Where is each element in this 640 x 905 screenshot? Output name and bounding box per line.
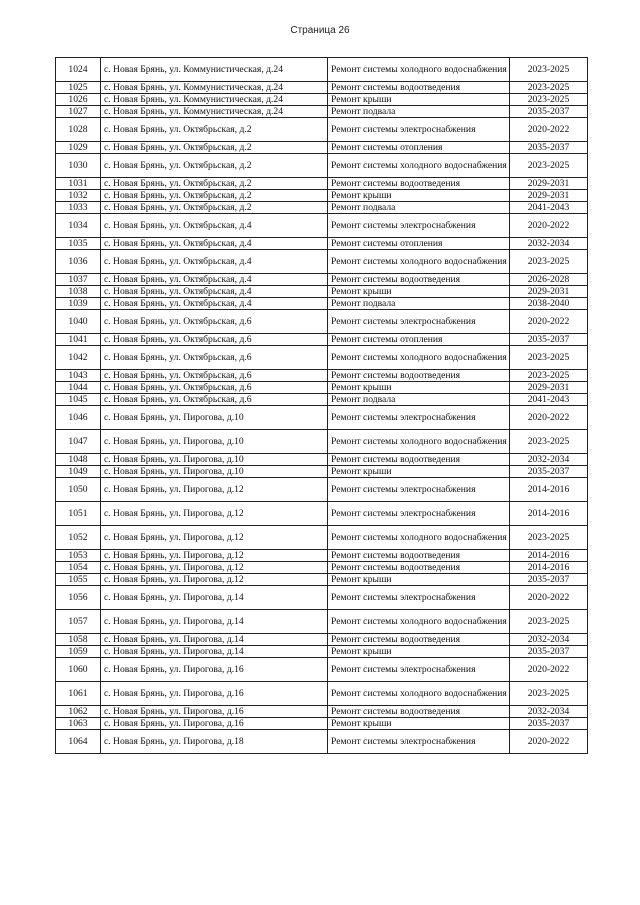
page-header: Страница 26 — [290, 25, 350, 36]
table-row — [56, 346, 588, 370]
row-number: 1060 — [56, 658, 101, 682]
table-row — [56, 550, 588, 562]
row-address: с. Новая Брянь, ул. Пирогова, д.10 — [101, 454, 328, 466]
row-period: 2035-2037 — [510, 718, 588, 730]
row-work-type: Ремонт системы водоотведения — [328, 454, 510, 466]
row-work-type: Ремонт подвала — [328, 394, 510, 406]
row-work-type: Ремонт системы водоотведения — [328, 370, 510, 382]
row-work-type: Ремонт системы холодного водоснабжения — [328, 682, 510, 706]
row-address: с. Новая Брянь, ул. Коммунистическая, д.24 — [101, 58, 328, 82]
row-work-type: Ремонт крыши — [328, 466, 510, 478]
table-row — [56, 502, 588, 526]
row-work-type: Ремонт подвала — [328, 298, 510, 310]
row-work-type: Ремонт системы водоотведения — [328, 634, 510, 646]
row-address: с. Новая Брянь, ул. Октябрьская, д.4 — [101, 298, 328, 310]
row-work-type: Ремонт системы электроснабжения — [328, 118, 510, 142]
row-number: 1046 — [56, 406, 101, 430]
table-row — [56, 478, 588, 502]
table-row — [56, 202, 588, 214]
row-number: 1044 — [56, 382, 101, 394]
row-address: с. Новая Брянь, ул. Пирогова, д.10 — [101, 466, 328, 478]
row-address: с. Новая Брянь, ул. Пирогова, д.12 — [101, 502, 328, 526]
row-number: 1055 — [56, 574, 101, 586]
row-number: 1052 — [56, 526, 101, 550]
row-period: 2020-2022 — [510, 310, 588, 334]
row-number: 1058 — [56, 634, 101, 646]
table-row — [56, 406, 588, 430]
row-period: 2029-2031 — [510, 190, 588, 202]
row-address: с. Новая Брянь, ул. Пирогова, д.10 — [101, 406, 328, 430]
table-row — [56, 298, 588, 310]
row-work-type: Ремонт системы электроснабжения — [328, 502, 510, 526]
table-row — [56, 214, 588, 238]
row-address: с. Новая Брянь, ул. Октябрьская, д.6 — [101, 370, 328, 382]
row-work-type: Ремонт крыши — [328, 382, 510, 394]
row-number: 1059 — [56, 646, 101, 658]
row-work-type: Ремонт системы водоотведения — [328, 274, 510, 286]
row-period: 2023-2025 — [510, 610, 588, 634]
row-address: с. Новая Брянь, ул. Октябрьская, д.2 — [101, 154, 328, 178]
row-work-type: Ремонт крыши — [328, 718, 510, 730]
row-number: 1054 — [56, 562, 101, 574]
row-address: с. Новая Брянь, ул. Октябрьская, д.2 — [101, 190, 328, 202]
row-number: 1025 — [56, 82, 101, 94]
row-number: 1033 — [56, 202, 101, 214]
row-work-type: Ремонт системы холодного водоснабжения — [328, 346, 510, 370]
table-row — [56, 370, 588, 382]
row-address: с. Новая Брянь, ул. Пирогова, д.16 — [101, 706, 328, 718]
table-row — [56, 454, 588, 466]
row-address: с. Новая Брянь, ул. Пирогова, д.14 — [101, 610, 328, 634]
row-work-type: Ремонт системы водоотведения — [328, 562, 510, 574]
row-period: 2032-2034 — [510, 454, 588, 466]
row-period: 2014-2016 — [510, 502, 588, 526]
table-row — [56, 430, 588, 454]
table-row — [56, 394, 588, 406]
row-period: 2035-2037 — [510, 574, 588, 586]
row-number: 1031 — [56, 178, 101, 190]
table-row — [56, 190, 588, 202]
table-row — [56, 106, 588, 118]
table-row — [56, 730, 588, 754]
row-period: 2020-2022 — [510, 406, 588, 430]
row-number: 1040 — [56, 310, 101, 334]
row-period: 2041-2043 — [510, 202, 588, 214]
row-address: с. Новая Брянь, ул. Пирогова, д.14 — [101, 646, 328, 658]
row-number: 1030 — [56, 154, 101, 178]
row-work-type: Ремонт подвала — [328, 106, 510, 118]
row-work-type: Ремонт крыши — [328, 574, 510, 586]
row-address: с. Новая Брянь, ул. Пирогова, д.12 — [101, 562, 328, 574]
table-row — [56, 82, 588, 94]
row-period: 2032-2034 — [510, 634, 588, 646]
row-work-type: Ремонт системы электроснабжения — [328, 658, 510, 682]
table-row — [56, 562, 588, 574]
row-period: 2014-2016 — [510, 478, 588, 502]
row-period: 2023-2025 — [510, 346, 588, 370]
table-row — [56, 310, 588, 334]
row-work-type: Ремонт крыши — [328, 286, 510, 298]
row-address: с. Новая Брянь, ул. Октябрьская, д.6 — [101, 382, 328, 394]
row-address: с. Новая Брянь, ул. Октябрьская, д.6 — [101, 346, 328, 370]
table-row — [56, 118, 588, 142]
works-table-body — [56, 58, 588, 754]
row-work-type: Ремонт системы электроснабжения — [328, 406, 510, 430]
row-period: 2038-2040 — [510, 298, 588, 310]
row-work-type: Ремонт системы отопления — [328, 142, 510, 154]
row-period: 2023-2025 — [510, 526, 588, 550]
row-period: 2026-2028 — [510, 274, 588, 286]
row-address: с. Новая Брянь, ул. Коммунистическая, д.24 — [101, 82, 328, 94]
table-row — [56, 58, 588, 82]
row-address: с. Новая Брянь, ул. Октябрьская, д.2 — [101, 118, 328, 142]
row-number: 1035 — [56, 238, 101, 250]
works-table — [55, 57, 588, 754]
table-row — [56, 94, 588, 106]
table-row — [56, 274, 588, 286]
row-address: с. Новая Брянь, ул. Октябрьская, д.2 — [101, 142, 328, 154]
row-period: 2023-2025 — [510, 58, 588, 82]
row-number: 1063 — [56, 718, 101, 730]
row-number: 1056 — [56, 586, 101, 610]
row-period: 2035-2037 — [510, 646, 588, 658]
table-row — [56, 238, 588, 250]
row-address: с. Новая Брянь, ул. Коммунистическая, д.24 — [101, 106, 328, 118]
row-work-type: Ремонт системы электроснабжения — [328, 478, 510, 502]
row-period: 2023-2025 — [510, 82, 588, 94]
row-address: с. Новая Брянь, ул. Пирогова, д.16 — [101, 658, 328, 682]
table-row — [56, 610, 588, 634]
row-period: 2035-2037 — [510, 334, 588, 346]
table-row — [56, 646, 588, 658]
table-row — [56, 466, 588, 478]
row-number: 1029 — [56, 142, 101, 154]
row-address: с. Новая Брянь, ул. Пирогова, д.14 — [101, 634, 328, 646]
row-number: 1061 — [56, 682, 101, 706]
row-work-type: Ремонт системы электроснабжения — [328, 730, 510, 754]
row-period: 2032-2034 — [510, 706, 588, 718]
table-row — [56, 250, 588, 274]
table-row — [56, 334, 588, 346]
row-number: 1041 — [56, 334, 101, 346]
row-work-type: Ремонт крыши — [328, 94, 510, 106]
row-period: 2035-2037 — [510, 142, 588, 154]
table-row — [56, 574, 588, 586]
row-number: 1034 — [56, 214, 101, 238]
row-number: 1032 — [56, 190, 101, 202]
row-number: 1043 — [56, 370, 101, 382]
row-address: с. Новая Брянь, ул. Октябрьская, д.6 — [101, 334, 328, 346]
row-work-type: Ремонт системы водоотведения — [328, 82, 510, 94]
table-row — [56, 586, 588, 610]
row-number: 1048 — [56, 454, 101, 466]
table-row — [56, 382, 588, 394]
row-period: 2029-2031 — [510, 382, 588, 394]
row-period: 2041-2043 — [510, 394, 588, 406]
row-period: 2032-2034 — [510, 238, 588, 250]
row-number: 1049 — [56, 466, 101, 478]
row-number: 1057 — [56, 610, 101, 634]
row-address: с. Новая Брянь, ул. Октябрьская, д.4 — [101, 250, 328, 274]
row-number: 1042 — [56, 346, 101, 370]
row-address: с. Новая Брянь, ул. Октябрьская, д.2 — [101, 202, 328, 214]
row-number: 1024 — [56, 58, 101, 82]
row-address: с. Новая Брянь, ул. Коммунистическая, д.24 — [101, 94, 328, 106]
row-work-type: Ремонт системы электроснабжения — [328, 310, 510, 334]
row-address: с. Новая Брянь, ул. Октябрьская, д.4 — [101, 286, 328, 298]
row-work-type: Ремонт системы электроснабжения — [328, 214, 510, 238]
row-address: с. Новая Брянь, ул. Октябрьская, д.4 — [101, 274, 328, 286]
row-work-type: Ремонт системы электроснабжения — [328, 586, 510, 610]
row-period: 2023-2025 — [510, 154, 588, 178]
row-number: 1051 — [56, 502, 101, 526]
row-address: с. Новая Брянь, ул. Октябрьская, д.6 — [101, 310, 328, 334]
table-row — [56, 154, 588, 178]
row-address: с. Новая Брянь, ул. Пирогова, д.12 — [101, 574, 328, 586]
row-number: 1036 — [56, 250, 101, 274]
table-row — [56, 706, 588, 718]
row-work-type: Ремонт системы холодного водоснабжения — [328, 430, 510, 454]
table-row — [56, 142, 588, 154]
row-period: 2020-2022 — [510, 730, 588, 754]
row-work-type: Ремонт системы холодного водоснабжения — [328, 610, 510, 634]
row-work-type: Ремонт системы холодного водоснабжения — [328, 526, 510, 550]
row-number: 1062 — [56, 706, 101, 718]
row-address: с. Новая Брянь, ул. Пирогова, д.12 — [101, 478, 328, 502]
row-work-type: Ремонт системы отопления — [328, 334, 510, 346]
row-period: 2014-2016 — [510, 550, 588, 562]
row-period: 2029-2031 — [510, 178, 588, 190]
row-address: с. Новая Брянь, ул. Пирогова, д.12 — [101, 526, 328, 550]
row-work-type: Ремонт системы холодного водоснабжения — [328, 154, 510, 178]
row-address: с. Новая Брянь, ул. Пирогова, д.16 — [101, 718, 328, 730]
row-work-type: Ремонт системы водоотведения — [328, 178, 510, 190]
table-row — [56, 286, 588, 298]
row-number: 1047 — [56, 430, 101, 454]
row-period: 2023-2025 — [510, 250, 588, 274]
row-period: 2035-2037 — [510, 106, 588, 118]
row-work-type: Ремонт системы водоотведения — [328, 550, 510, 562]
row-number: 1038 — [56, 286, 101, 298]
row-address: с. Новая Брянь, ул. Пирогова, д.16 — [101, 682, 328, 706]
table-row — [56, 178, 588, 190]
row-number: 1064 — [56, 730, 101, 754]
row-work-type: Ремонт крыши — [328, 646, 510, 658]
row-work-type: Ремонт системы отопления — [328, 238, 510, 250]
row-period: 2020-2022 — [510, 118, 588, 142]
row-work-type: Ремонт системы холодного водоснабжения — [328, 58, 510, 82]
row-work-type: Ремонт системы водоотведения — [328, 706, 510, 718]
row-period: 2014-2016 — [510, 562, 588, 574]
table-row — [56, 526, 588, 550]
row-number: 1028 — [56, 118, 101, 142]
row-number: 1027 — [56, 106, 101, 118]
table-row — [56, 718, 588, 730]
table-row — [56, 682, 588, 706]
row-work-type: Ремонт системы холодного водоснабжения — [328, 250, 510, 274]
row-address: с. Новая Брянь, ул. Октябрьская, д.6 — [101, 394, 328, 406]
row-number: 1045 — [56, 394, 101, 406]
row-period: 2023-2025 — [510, 94, 588, 106]
row-address: с. Новая Брянь, ул. Пирогова, д.12 — [101, 550, 328, 562]
row-address: с. Новая Брянь, ул. Пирогова, д.10 — [101, 430, 328, 454]
row-period: 2035-2037 — [510, 466, 588, 478]
row-period: 2020-2022 — [510, 214, 588, 238]
row-number: 1050 — [56, 478, 101, 502]
row-number: 1053 — [56, 550, 101, 562]
row-period: 2020-2022 — [510, 586, 588, 610]
row-work-type: Ремонт крыши — [328, 190, 510, 202]
row-address: с. Новая Брянь, ул. Октябрьская, д.4 — [101, 238, 328, 250]
row-period: 2023-2025 — [510, 430, 588, 454]
row-period: 2020-2022 — [510, 658, 588, 682]
row-period: 2023-2025 — [510, 682, 588, 706]
row-number: 1037 — [56, 274, 101, 286]
row-work-type: Ремонт подвала — [328, 202, 510, 214]
row-period: 2023-2025 — [510, 370, 588, 382]
row-number: 1039 — [56, 298, 101, 310]
row-address: с. Новая Брянь, ул. Пирогова, д.18 — [101, 730, 328, 754]
row-address: с. Новая Брянь, ул. Пирогова, д.14 — [101, 586, 328, 610]
table-row — [56, 658, 588, 682]
row-period: 2029-2031 — [510, 286, 588, 298]
row-number: 1026 — [56, 94, 101, 106]
row-address: с. Новая Брянь, ул. Октябрьская, д.2 — [101, 178, 328, 190]
row-address: с. Новая Брянь, ул. Октябрьская, д.4 — [101, 214, 328, 238]
table-row — [56, 634, 588, 646]
